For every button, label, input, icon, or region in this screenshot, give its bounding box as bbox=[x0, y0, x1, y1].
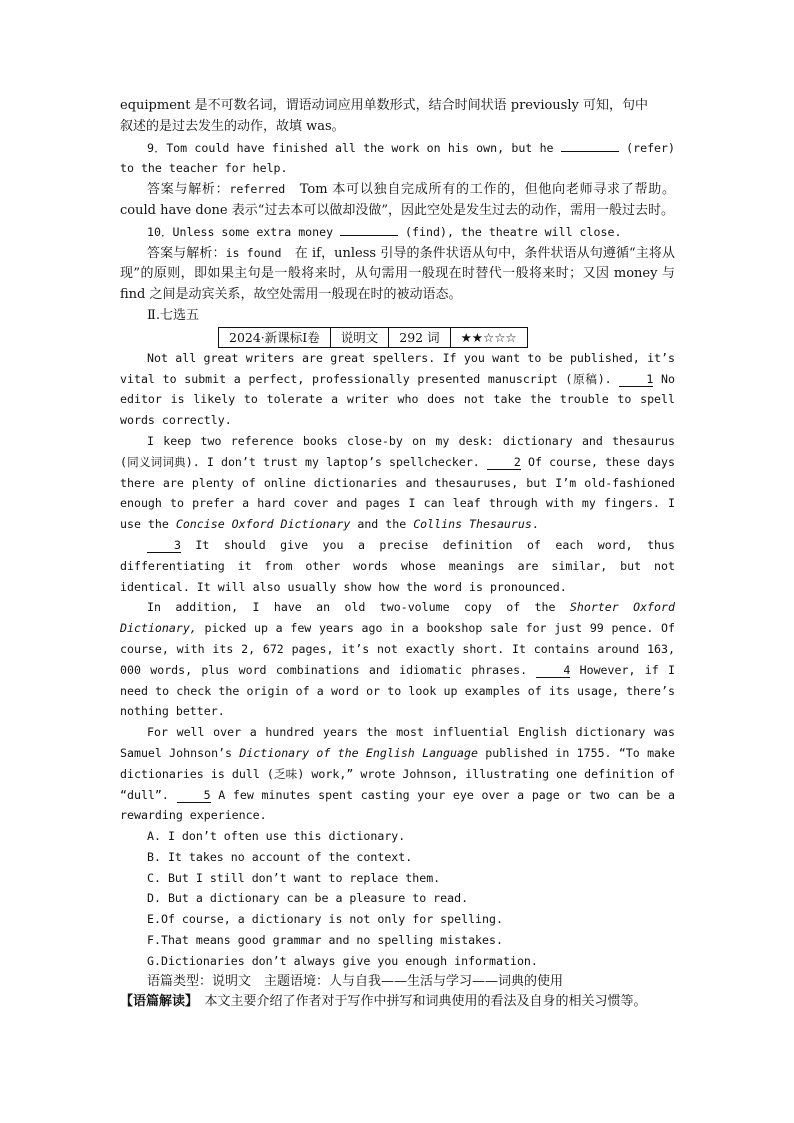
info-table bbox=[218, 327, 528, 348]
blank-1[interactable]: 1 bbox=[619, 372, 653, 387]
text-type-line: 语篇类型：说明文 主题语境：人与自我——生活与学习——词典的使用 bbox=[147, 973, 564, 989]
option-a[interactable]: A. I don’t often use this dictionary. bbox=[147, 829, 406, 844]
p2-text-b: Of course, these days there are plenty of online dictionaries and thesauruses, but I’m old-fashioned enough to prefer a hard cover and pages I can leaf through with my fingers. I use the bbox=[120, 454, 676, 532]
reading-label: 【语篇解读】 bbox=[120, 994, 192, 1010]
passage-paragraph-1 bbox=[120, 348, 675, 431]
info-genre: 说明文 bbox=[330, 327, 389, 347]
option-g[interactable]: G.Dictionaries don’t always give you enough information. bbox=[147, 953, 538, 968]
blank-3[interactable]: 3 bbox=[147, 538, 181, 553]
document-page bbox=[120, 96, 675, 1013]
info-difficulty: ★★☆☆☆ bbox=[450, 327, 527, 347]
passage-paragraph-4 bbox=[120, 597, 675, 722]
p5-text: For well over a hundred years the most influential English dictionary was Samuel Johnson’s bbox=[120, 725, 675, 760]
q10-explanation: 在 if，unless 引导的条件状语从句中，条件状语从句遵循“主将从现”的原则，即如果主句是一般将来时，从句需用一般现在时替代一般将来时；又因 money 与 find 之间是动宾关系，故空处需用一般现在时的被动语态。 bbox=[120, 245, 675, 303]
passage-paragraph-2 bbox=[120, 431, 675, 535]
p2-text-d: . bbox=[531, 517, 539, 532]
option-c[interactable]: C. But I still don’t want to replace them. bbox=[147, 870, 441, 885]
blank-2[interactable]: 2 bbox=[487, 455, 521, 470]
passage-reading bbox=[120, 992, 675, 1013]
q10-text: 10．Unless some extra money bbox=[147, 224, 341, 239]
p4-text-b: picked up a few years ago in a bookshop sale for just 99 pence. Of course, with its 2, 672 pages, it’s not exactly short. It contains around 163, 000 words, plus word combinations and idiomatic phrases. bbox=[120, 621, 675, 677]
question-9 bbox=[120, 138, 675, 180]
p2-text: I keep two reference books close-by on my desk: dictionary and thesaurus (同义词词典). I don’t trust my laptop’s spellchecker. bbox=[120, 433, 675, 469]
q10-blank[interactable] bbox=[340, 235, 398, 236]
p5-text-c: A few minutes spent casting your eye over a page or two can be a rewarding experience. bbox=[120, 787, 676, 823]
p2-text-c: and the bbox=[350, 517, 414, 532]
passage-paragraph-5 bbox=[120, 722, 675, 826]
option-b[interactable]: B. It takes no account of the context. bbox=[147, 849, 413, 864]
book-title: Dictionary of the English Language bbox=[239, 745, 478, 760]
top-line-2: 叙述的是过去发生的动作，故填 was。 bbox=[120, 118, 345, 134]
p5-text-b: published in 1755. “To make dictionaries is dull (乏味) work,” wrote Johnson, illustrating one definition of “dull”. bbox=[120, 745, 675, 802]
q9-answer bbox=[120, 179, 675, 222]
section-title: Ⅱ.七选五 bbox=[147, 307, 199, 323]
passage-paragraph-3 bbox=[120, 535, 675, 597]
option-d[interactable]: D. But a dictionary can be a pleasure to read. bbox=[147, 891, 469, 906]
question-10 bbox=[120, 222, 675, 243]
answer-label: 答案与解析： bbox=[147, 245, 226, 261]
info-wordcount: 292 词 bbox=[389, 327, 450, 347]
q9-text-after: (refer) to the teacher for help. bbox=[120, 140, 675, 176]
q9-explanation: Tom 本可以独自完成所有的工作的，但他向老师寻求了帮助。could have done 表示“过去本可以做却没做”，因此空处是发生过去的动作，需用一般过去时。 bbox=[120, 182, 675, 218]
top-line-1: equipment 是不可数名词，谓语动词应用单数形式，结合时间状语 previously 可知，句中 bbox=[120, 98, 648, 113]
book-title: Shorter Oxford Dictionary, bbox=[120, 600, 675, 636]
p4-text-c: However, if I need to check the origin of a word or to look up examples of its usage, there’s nothing better. bbox=[120, 662, 675, 719]
p1-text-b: No editor is likely to tolerate a writer who does not take the trouble to spell words correctly. bbox=[120, 371, 675, 428]
info-source: 2024·新课标Ⅰ卷 bbox=[219, 327, 331, 347]
blank-5[interactable]: 5 bbox=[177, 788, 211, 803]
passage bbox=[120, 348, 675, 972]
q9-text: 9．Tom could have finished all the work on his own, but he bbox=[147, 140, 561, 155]
answer-label: 答案与解析： bbox=[147, 182, 230, 198]
book-title: Concise Oxford Dictionary bbox=[175, 517, 351, 532]
q10-text-after: (find), the theatre will close. bbox=[398, 224, 622, 239]
q9-blank[interactable] bbox=[561, 151, 619, 152]
p1-text: Not all great writers are great spellers. If you want to be published, it’s vital to submit a perfect, professionally presented manuscript (原稿). bbox=[120, 350, 675, 386]
q10-answer-word: is found bbox=[225, 245, 282, 260]
reading-text: 本文主要介绍了作者对于写作中拼写和词典使用的看法及自身的相关习惯等。 bbox=[191, 994, 647, 1010]
q10-answer bbox=[120, 243, 675, 306]
option-f[interactable]: F.That means good grammar and no spelling mistakes. bbox=[147, 933, 503, 948]
top-explanation bbox=[120, 96, 675, 138]
q9-answer-word: referred bbox=[229, 182, 286, 197]
option-e[interactable]: E.Of course, a dictionary is not only for spelling. bbox=[147, 912, 503, 927]
blank-4[interactable]: 4 bbox=[536, 663, 570, 678]
p3-text: It should give you a precise definition of each word, thus differentiating it from other words whose meanings are similar, but not identical. It will also usually show how the word is pronounced. bbox=[120, 537, 675, 594]
p4-text: In addition, I have an old two-volume copy of the bbox=[147, 600, 570, 615]
book-title: Collins Thesaurus bbox=[413, 517, 532, 532]
